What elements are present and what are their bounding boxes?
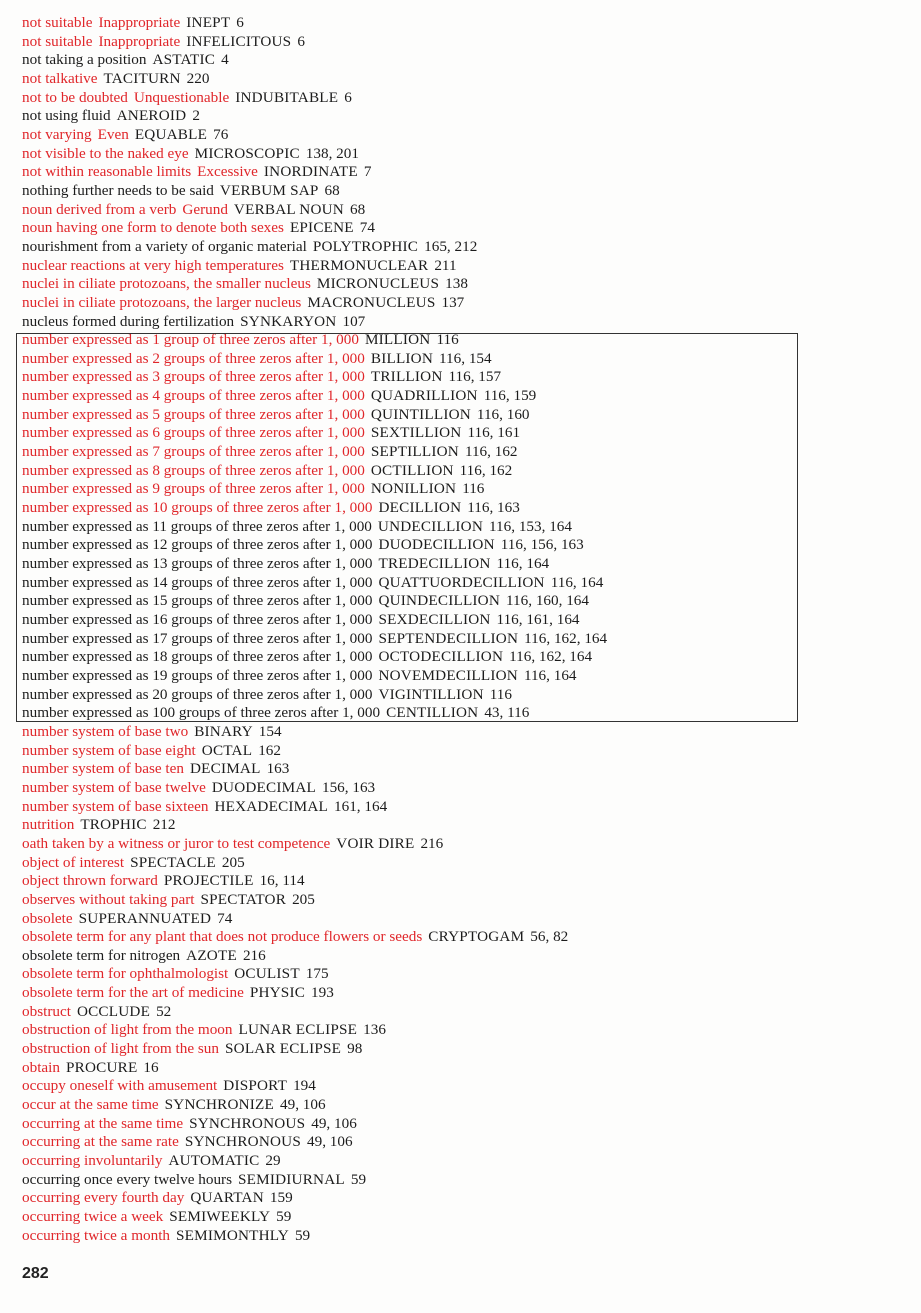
list-item [22,910,902,929]
entry-clue: number expressed as 14 groups of three zeros after 1, 000 [22,573,373,591]
entry-word: INEPT [186,14,231,31]
list-item [22,480,902,499]
entry-word: OCTODECILLION [378,648,504,666]
list-item [22,1096,902,1115]
entry-clue: oath taken by a witness or juror to test competence [22,834,331,852]
entry-word: POLYTROPHIC [312,237,419,255]
list-item [22,854,902,873]
list-item [22,201,902,220]
entry-clue: number system of base ten [22,760,184,778]
list-item [22,592,902,611]
entry-synonym: Inappropriate [98,14,181,31]
list-item [22,1133,902,1152]
entry-clue: number expressed as 1 group of three zeros after 1, 000 [22,331,359,349]
entry-clue: number expressed as 4 groups of three zeros after 1, 000 [22,387,365,405]
entry-clue: not suitable [22,32,93,50]
list-item [22,1208,902,1227]
entry-pages: 154 [258,722,282,740]
entry-word: DECIMAL [189,760,261,778]
entry-word: OCTAL [201,741,253,759]
entry-clue: not visible to the naked eye [22,144,189,162]
list-item [22,965,902,984]
entry-clue: occurring twice a month [22,1226,171,1244]
list-item [22,350,902,369]
entry-clue: occurring at the same rate [22,1133,179,1151]
list-item [22,947,902,966]
entry-word: SEPTILLION [370,443,459,461]
word-list [22,14,902,1245]
entry-pages: 116, 161, 164 [496,611,580,628]
entry-word: AUTOMATIC [168,1152,260,1170]
entry-clue: number expressed as 9 groups of three zeros after 1, 000 [22,480,365,498]
entry-clue: number expressed as 20 groups of three zeros after 1, 000 [22,685,373,703]
entry-pages: 165, 212 [424,237,478,255]
entry-synonym: Gerund [182,200,228,218]
list-item [22,928,902,947]
entry-clue: number system of base eight [22,741,196,759]
entry-pages: 212 [152,816,176,834]
entry-pages: 74 [217,909,233,927]
list-item [22,1189,902,1208]
list-item [22,611,902,630]
list-item [22,294,902,313]
entry-clue: occurring involuntarily [22,1152,163,1170]
list-item [22,723,902,742]
entry-pages: 68 [324,181,340,199]
entry-clue: obtain [22,1058,60,1076]
entry-clue: not using fluid [22,107,111,125]
entry-pages: 159 [269,1189,293,1207]
entry-word: EPICENE [289,219,354,237]
entry-word: VERBUM SAP [219,181,319,199]
entry-pages: 116, 163 [467,499,520,517]
entry-pages: 116, 156, 163 [500,536,584,554]
entry-word: CENTILLION [386,704,479,722]
entry-word: EQUABLE [134,125,208,143]
entry-clue: obsolete term for the art of medicine [22,984,244,1002]
entry-pages: 116, 157 [448,368,502,386]
list-item [22,1227,902,1246]
entry-clue: nucleus formed during fertilization [22,312,235,330]
list-item [22,1171,902,1190]
list-item [22,499,902,518]
entry-clue: obstruct [22,1002,71,1020]
entry-clue: not varying [22,125,92,143]
entry-clue: number expressed as 8 groups of three zeros after 1, 000 [22,461,365,479]
entry-pages: 163 [266,760,290,778]
list-item [22,536,902,555]
list-item [22,742,902,761]
entry-pages: 49, 106 [307,1133,353,1151]
entry-word: UNDECILLION [377,517,484,535]
entry-word: INFELICITOUS [186,32,292,50]
entry-pages: 205 [221,853,245,871]
entry-clue: number expressed as 10 groups of three zeros after 1, 000 [22,499,373,517]
entry-clue: not taking a position [22,51,147,69]
entry-pages: 116, 160 [476,405,530,423]
list-item [22,667,902,686]
list-item [22,89,902,108]
entry-clue: occupy oneself with amusement [22,1077,218,1095]
list-item [22,555,902,574]
entry-clue: number expressed as 2 groups of three zeros after 1, 000 [22,349,365,367]
entry-pages: 2 [192,107,200,125]
entry-pages: 136 [363,1021,386,1039]
entry-pages: 116, 162, 164 [524,629,608,647]
entry-clue: number expressed as 15 groups of three zeros after 1, 000 [22,592,373,610]
list-item [22,835,902,854]
entry-clue: number system of base sixteen [22,797,209,815]
list-item [22,238,902,257]
entry-pages: 52 [156,1002,172,1020]
entry-word: QUINDECILLION [378,592,501,610]
entry-word: INDUBITABLE [235,88,339,106]
entry-pages: 56, 82 [530,928,569,946]
entry-pages: 193 [311,984,334,1002]
list-item [22,313,902,332]
entry-pages: 43, 116 [484,704,530,722]
entry-word: SYNKARYON [240,312,337,330]
entry-clue: number expressed as 13 groups of three zeros after 1, 000 [22,555,373,573]
entry-word: SYNCHRONOUS [189,1114,306,1132]
list-item [22,1003,902,1022]
entry-pages: 7 [363,163,372,181]
entry-word: SYNCHRONIZE [164,1096,274,1114]
entry-word: VIGINTILLION [378,685,484,703]
entry-pages: 175 [305,965,329,983]
entry-pages: 116, 161 [467,424,521,442]
entry-synonym: Excessive [197,163,258,181]
entry-clue: number expressed as 7 groups of three zeros after 1, 000 [22,443,365,461]
entry-clue: number expressed as 19 groups of three zeros after 1, 000 [22,666,373,684]
entry-word: TREDECILLION [378,555,491,573]
entry-pages: 74 [359,219,375,237]
entry-pages: 116, 164 [550,573,604,591]
entry-pages: 161, 164 [334,797,388,815]
entry-clue: obsolete term for nitrogen [22,946,181,964]
page-number: 282 [22,1265,49,1282]
entry-clue: noun derived from a verb [22,200,177,218]
entry-clue: number expressed as 16 groups of three zeros after 1, 000 [22,611,373,628]
entry-word: BINARY [194,722,253,740]
entry-clue: observes without taking part [22,890,195,908]
entry-clue: obsolete term for ophthalmologist [22,965,229,983]
entry-pages: 6 [236,14,244,31]
entry-word: VOIR DIRE [336,834,415,852]
entry-clue: number expressed as 5 groups of three zeros after 1, 000 [22,405,365,423]
entry-pages: 116 [489,685,512,703]
list-item [22,1115,902,1134]
entry-pages: 156, 163 [321,778,376,796]
list-item [22,424,902,443]
list-item [22,891,902,910]
entry-pages: 29 [265,1152,281,1170]
entry-word: DECILLION [378,499,462,517]
entry-clue: number expressed as 100 groups of three zeros after 1, 000 [22,704,381,722]
entry-clue: nuclei in ciliate protozoans, the larger nucleus [22,293,302,311]
entry-word: QUARTAN [190,1189,264,1207]
list-item [22,331,902,350]
list-item [22,443,902,462]
entry-word: TACITURN [103,69,181,87]
entry-clue: object thrown forward [22,872,158,890]
entry-word: VERBAL NOUN [233,200,344,218]
entry-word: DUODECILLION [378,536,495,554]
entry-word: TRILLION [370,368,443,386]
entry-pages: 98 [347,1040,363,1058]
entry-pages: 4 [221,51,229,69]
list-item [22,574,902,593]
entry-clue: obsolete term for any plant that does not produce flowers or seeds [22,928,423,946]
entry-pages: 68 [349,200,366,218]
entry-clue: nuclear reactions at very high temperatures [22,256,284,274]
list-item [22,14,902,33]
entry-pages: 205 [292,890,315,908]
entry-clue: number expressed as 18 groups of three zeros after 1, 000 [22,648,373,666]
entry-pages: 116 [462,480,485,498]
entry-pages: 16, 114 [259,872,305,890]
entry-word: THERMONUCLEAR [289,256,429,274]
entry-pages: 138, 201 [305,144,359,162]
entry-clue: occurring twice a week [22,1208,164,1225]
entry-clue: not to be doubted [22,88,128,106]
entry-clue: occurring every fourth day [22,1189,185,1207]
entry-clue: nutrition [22,816,75,834]
entry-pages: 116, 154 [439,349,492,367]
entry-word: NOVEMDECILLION [378,666,518,684]
entry-clue: not suitable [22,14,93,31]
list-item [22,984,902,1003]
list-item [22,387,902,406]
entry-pages: 194 [293,1077,316,1095]
list-item [22,51,902,70]
entry-word: SEMIMONTHLY [176,1226,289,1244]
entry-word: SEPTENDECILLION [378,629,519,647]
entry-word: QUINTILLION [370,405,471,423]
list-item [22,182,902,201]
list-item [22,1152,902,1171]
entry-pages: 116, 162 [459,461,513,479]
entry-word: QUATTUORDECILLION [378,573,545,591]
list-item [22,518,902,537]
entry-word: PROJECTILE [163,872,254,890]
entry-pages: 49, 106 [280,1096,326,1114]
entry-synonym: Unquestionable [133,88,230,106]
entry-pages: 76 [213,125,229,143]
list-item [22,1077,902,1096]
entry-pages: 59 [350,1170,367,1188]
entry-clue: number expressed as 11 groups of three zeros after 1, 000 [22,517,372,535]
list-item [22,70,902,89]
entry-pages: 116, 162 [464,443,518,461]
list-item [22,1059,902,1078]
list-item [22,630,902,649]
entry-clue: number expressed as 17 groups of three zeros after 1, 000 [22,629,373,647]
list-item [22,872,902,891]
entry-clue: number system of base two [22,722,189,740]
entry-pages: 211 [434,256,457,274]
entry-word: OCCLUDE [76,1002,151,1020]
list-item [22,1040,902,1059]
list-item [22,257,902,276]
entry-clue: obsolete [22,909,73,927]
entry-clue: number expressed as 6 groups of three zeros after 1, 000 [22,424,365,442]
entry-word: HEXADECIMAL [214,797,329,815]
entry-pages: 138 [445,275,468,293]
list-item [22,33,902,52]
list-item [22,107,902,126]
entry-pages: 6 [344,88,352,106]
entry-synonym: Inappropriate [98,32,181,50]
entry-word: QUADRILLION [370,387,478,405]
list-item [22,816,902,835]
entry-clue: nourishment from a variety of organic material [22,237,307,255]
entry-word: SPECTATOR [200,890,287,908]
entry-clue: nothing further needs to be said [22,181,214,199]
entry-clue: not within reasonable limits [22,163,192,181]
entry-word: SEXDECILLION [378,611,491,628]
entry-pages: 49, 106 [311,1114,357,1132]
entry-synonym: Even [97,125,129,143]
list-item [22,126,902,145]
entry-word: BILLION [370,349,434,367]
list-item [22,779,902,798]
list-item [22,648,902,667]
entry-word: DISPORT [223,1077,288,1095]
entry-pages: 116, 164 [496,555,550,573]
entry-word: MICROSCOPIC [194,144,300,162]
entry-pages: 116, 159 [483,387,537,405]
entry-word: DUODECIMAL [211,778,316,796]
list-item [22,275,902,294]
entry-clue: noun having one form to denote both sexes [22,219,284,237]
entry-pages: 59 [276,1208,292,1225]
list-item [22,1021,902,1040]
entry-clue: occur at the same time [22,1096,159,1114]
entry-clue: obstruction of light from the sun [22,1040,219,1058]
entry-pages: 216 [420,834,444,852]
entry-word: PHYSIC [249,984,306,1002]
entry-clue: occurring once every twelve hours [22,1170,233,1188]
entry-word: SYNCHRONOUS [184,1133,301,1151]
list-item [22,798,902,817]
entry-word: PROCURE [65,1058,138,1076]
entry-word: TROPHIC [80,816,147,834]
entry-pages: 216 [242,946,266,964]
entry-word: SEMIDIURNAL [238,1170,345,1188]
entry-word: MICRONUCLEUS [316,275,440,293]
list-item [22,368,902,387]
entry-pages: 116, 162, 164 [509,648,593,666]
list-item [22,219,902,238]
entry-word: NONILLION [370,480,457,498]
entry-pages: 116, 153, 164 [489,517,572,535]
list-item [22,704,902,723]
entry-word: SPECTACLE [130,853,216,871]
list-item [22,462,902,481]
entry-word: INORDINATE [263,163,358,181]
entry-clue: occurring at the same time [22,1114,184,1132]
entry-word: AZOTE [186,946,237,964]
entry-pages: 107 [342,312,366,330]
entry-pages: 220 [186,69,210,87]
entry-word: SOLAR ECLIPSE [225,1040,342,1058]
entry-clue: number expressed as 3 groups of three zeros after 1, 000 [22,368,365,386]
entry-pages: 116, 164 [523,666,577,684]
entry-pages: 16 [143,1058,159,1076]
entry-word: ASTATIC [152,51,216,69]
entry-pages: 162 [258,741,281,759]
entry-word: SUPERANNUATED [78,909,212,927]
entry-word: CRYPTOGAM [428,928,525,946]
entry-pages: 59 [294,1226,311,1244]
entry-word: ANEROID [116,107,187,125]
entry-clue: object of interest [22,853,125,871]
list-item [22,145,902,164]
list-item [22,163,902,182]
entry-word: OCULIST [234,965,300,983]
list-item [22,406,902,425]
entry-word: LUNAR ECLIPSE [238,1021,358,1039]
entry-clue: not talkative [22,69,98,87]
entry-pages: 137 [441,293,465,311]
entry-clue: nuclei in ciliate protozoans, the smaller nucleus [22,275,311,293]
list-item [22,686,902,705]
entry-pages: 116, 160, 164 [506,592,589,610]
entry-word: MACRONUCLEUS [307,293,436,311]
entry-clue: obstruction of light from the moon [22,1021,233,1039]
entry-clue: number system of base twelve [22,778,206,796]
entry-word: OCTILLION [370,461,454,479]
entry-clue: number expressed as 12 groups of three zeros after 1, 000 [22,536,373,554]
entry-pages: 6 [297,32,305,50]
entry-word: SEXTILLION [370,424,462,442]
list-item [22,760,902,779]
entry-word: MILLION [364,331,431,349]
entry-word: SEMIWEEKLY [169,1208,271,1225]
entry-pages: 116 [436,331,459,349]
